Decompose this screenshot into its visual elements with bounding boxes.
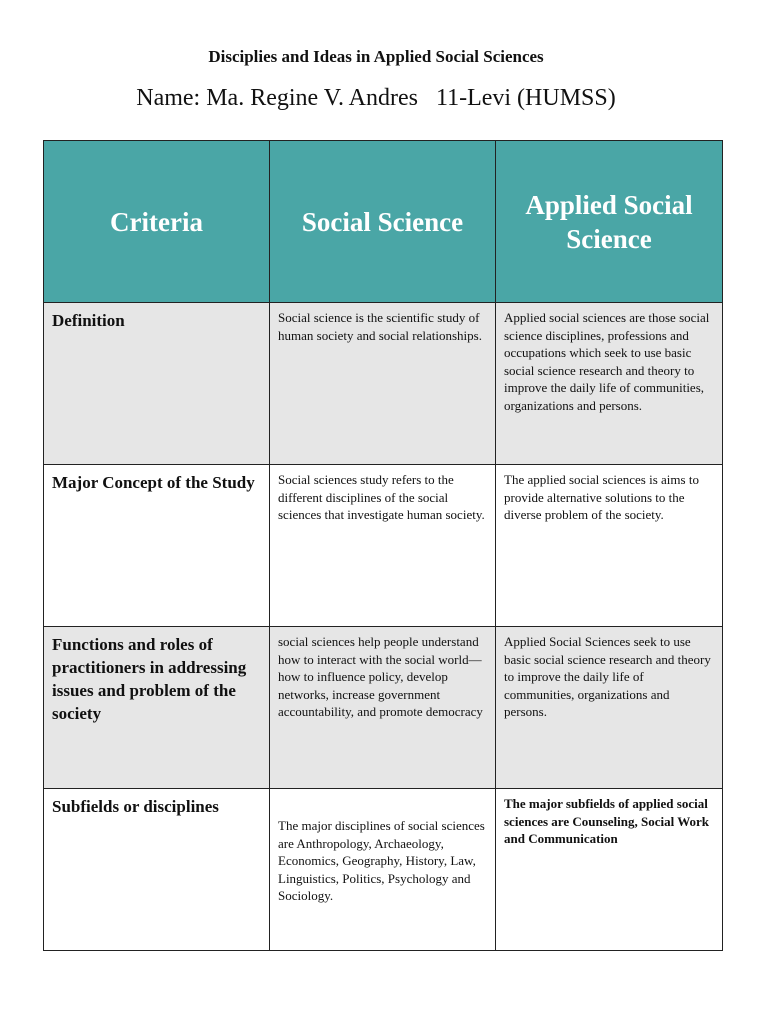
- table-row: [44, 789, 723, 951]
- applied-social-science-cell: Applied social sciences are those social science disciplines, professions and occupations which seek to use basic social science research and theory to improve the daily life of communities, organizations and persons.: [496, 303, 723, 465]
- criteria-cell: Functions and roles of practitioners in addressing issues and problem of the society: [44, 627, 270, 789]
- applied-social-science-cell: The applied social sciences is aims to provide alternative solutions to the diverse problem of the society.: [496, 465, 723, 627]
- social-science-cell: Social sciences study refers to the different disciplines of the social sciences that investigate human society.: [270, 465, 496, 627]
- social-science-cell: The major disciplines of social sciences are Anthropology, Archaeology, Economics, Geography, History, Law, Linguistics, Politics, Psychology and Sociology.: [270, 789, 496, 951]
- comparison-table: [43, 140, 723, 951]
- table-header-row: [44, 141, 723, 303]
- table-row: [44, 303, 723, 465]
- applied-social-science-cell: Applied Social Sciences seek to use basic social science research and theory to improve the daily life of communities, organizations and persons.: [496, 627, 723, 789]
- criteria-cell: Subfields or disciplines: [44, 789, 270, 951]
- header-social-science: Social Science: [270, 141, 496, 303]
- table-row: [44, 465, 723, 627]
- header-criteria: Criteria: [44, 141, 270, 303]
- table-row: [44, 627, 723, 789]
- social-science-cell: social sciences help people understand how to interact with the social world—how to influence policy, develop networks, increase government accountability, and promote democracy: [270, 627, 496, 789]
- criteria-cell: Major Concept of the Study: [44, 465, 270, 627]
- student-name-line: Name: Ma. Regine V. Andres 11-Levi (HUMSS): [136, 85, 616, 111]
- document-title: Disciplies and Ideas in Applied Social Sciences: [208, 47, 544, 66]
- header-applied-social-science: Applied Social Science: [496, 141, 723, 303]
- applied-social-science-cell: The major subfields of applied social sciences are Counseling, Social Work and Communication: [496, 789, 723, 951]
- social-science-cell: Social science is the scientific study of human society and social relationships.: [270, 303, 496, 465]
- criteria-cell: Definition: [44, 303, 270, 465]
